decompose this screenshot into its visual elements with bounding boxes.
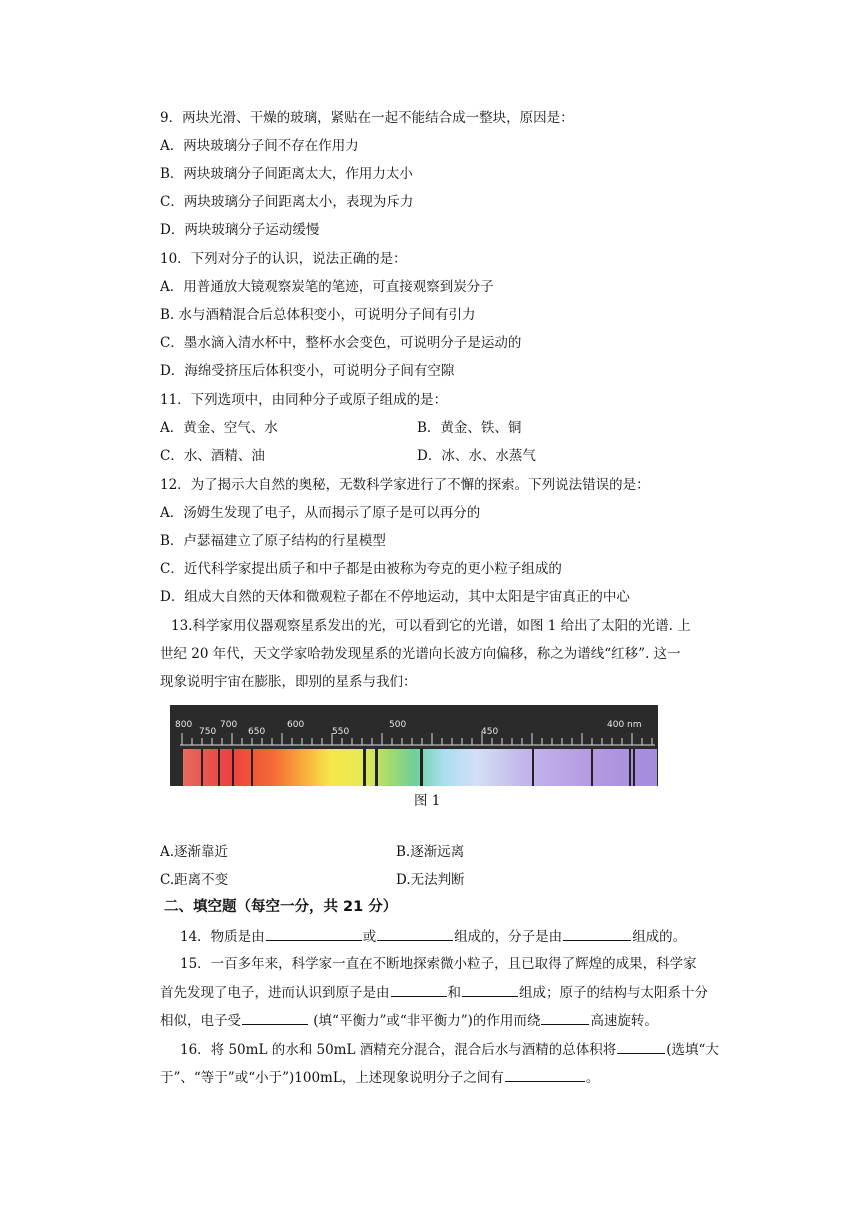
scale-label-750: 750 (199, 727, 217, 737)
q12-option-d: D．组成大自然的天体和微观粒子都在不停地运动，其中太阳是宇宙真正的中心 (160, 589, 630, 605)
q15-text-2b: 和 (447, 985, 461, 1001)
scale-label-600: 600 (287, 720, 305, 730)
q15-text-3b: (填“平衡力”或“非平衡力”)的作用而绕 (309, 1013, 541, 1029)
scale-label-650: 650 (248, 727, 266, 737)
q9-stem: 9．两块光滑、干燥的玻璃，紧贴在一起不能结合成一整块，原因是： (160, 110, 574, 126)
q10-option-b: B. 水与酒精混合后总体积变小，可说明分子间有引力 (160, 307, 476, 323)
q14-text-3: 组成的，分子是由 (454, 929, 563, 945)
q14-text-2: 或 (362, 929, 377, 945)
q15-line-3 (160, 1010, 658, 1031)
scale-label-700: 700 (220, 720, 238, 730)
q16-blank-1[interactable] (617, 1039, 665, 1054)
q13-option-a: A.逐渐靠近 (160, 844, 229, 860)
q15-line-1: 15．一百多年来，科学家一直在不断地探索微小粒子，且已取得了辉煌的成果，科学家 (180, 956, 697, 972)
q14-line (180, 926, 686, 947)
section-2-heading: 二、填空题（每空一分，共 21 分） (164, 899, 398, 915)
q11-option-c: C．水、酒精、油 (160, 448, 265, 464)
scale-label-400nm: 400 nm (607, 720, 642, 730)
q14-blank-2[interactable] (377, 926, 453, 941)
q13-option-d: D.无法判断 (396, 872, 465, 888)
q13-option-c: C.距离不变 (160, 872, 229, 888)
absorption-line (591, 749, 593, 786)
absorption-line (251, 749, 253, 786)
q14-text-1: 14．物质是由 (180, 929, 265, 945)
q16-text-1b: (选填“大 (666, 1042, 719, 1058)
q15-text-2c: 组成；原子的结构与太阳系十分 (519, 985, 708, 1001)
scale-label-800: 800 (175, 720, 193, 730)
q13-stem-line-3: 现象说明宇宙在膨胀，即别的星系与我们： (160, 674, 417, 690)
q10-option-a: A．用普通放大镜观察炭笔的笔迹，可直接观察到炭分子 (160, 279, 494, 295)
q9-option-b: B．两块玻璃分子间距离太大，作用力太小 (160, 166, 413, 182)
q13-option-b: B.逐渐远离 (396, 844, 465, 860)
absorption-line (420, 749, 423, 786)
q14-text-4: 组成的。 (632, 929, 687, 945)
q11-option-a: A．黄金、空气、水 (160, 420, 278, 436)
q16-text-1a: 16．将 50mL 的水和 50mL 酒精充分混合，混合后水与酒精的总体积将 (180, 1042, 617, 1058)
q12-stem: 12．为了揭示大自然的奥秘，无数科学家进行了不懈的探索。下列说法错误的是： (160, 477, 650, 493)
absorption-line (363, 749, 366, 786)
q10-stem: 10．下列对分子的认识，说法正确的是： (160, 251, 407, 267)
q16-text-2b: 。 (585, 1070, 600, 1086)
q10-option-d: D．海绵受挤压后体积变小，可说明分子间有空隙 (160, 363, 455, 379)
q13-stem-line-2: 世纪 20 年代，天文学家哈勃发现星系的光谱向长波方向偏移，称之为谱线“红移”. 这一 (160, 646, 681, 662)
q14-blank-3[interactable] (563, 926, 631, 941)
q16-line-2 (160, 1067, 599, 1088)
q15-blank-3[interactable] (242, 1010, 308, 1025)
scale-label-500: 500 (389, 720, 407, 730)
q15-text-2a: 首先发现了电子，进而认识到原子是由 (160, 985, 390, 1001)
solar-spectrum-figure (170, 705, 658, 786)
q16-blank-2[interactable] (505, 1067, 585, 1082)
figure-caption: 图 1 (414, 793, 441, 809)
q13-stem-line-1: 13.科学家用仪器观察星系发出的光，可以看到它的光谱，如图 1 给出了太阳的光谱. 上 (171, 618, 691, 634)
q12-option-c: C．近代科学家提出质子和中子都是由被称为夸克的更小粒子组成的 (160, 561, 562, 577)
q15-text-3a: 相似，电子受 (160, 1013, 241, 1029)
absorption-line (375, 749, 378, 786)
q16-line-1 (180, 1039, 719, 1060)
scale-label-450: 450 (481, 727, 499, 737)
q15-blank-1[interactable] (391, 982, 447, 997)
q15-blank-4[interactable] (541, 1010, 589, 1025)
q9-option-a: A．两块玻璃分子间不存在作用力 (160, 138, 359, 154)
q14-blank-1[interactable] (266, 926, 362, 941)
q15-blank-2[interactable] (462, 982, 518, 997)
absorption-line (629, 749, 631, 786)
absorption-line (218, 749, 220, 786)
q9-option-c: C．两块玻璃分子间距离太小，表现为斥力 (160, 194, 414, 210)
absorption-line (532, 749, 534, 786)
q12-option-a: A．汤姆生发现了电子，从而揭示了原子是可以再分的 (160, 505, 481, 521)
absorption-line (201, 749, 203, 786)
q15-line-2 (160, 982, 708, 1003)
q15-text-3c: 高速旋转。 (590, 1013, 658, 1029)
q12-option-b: B．卢瑟福建立了原子结构的行星模型 (160, 533, 386, 549)
q16-text-2a: 于”、“等于”或“小于”)100mL，上述现象说明分子之间有 (160, 1070, 504, 1086)
q11-stem: 11．下列选项中，由同种分子或原子组成的是： (160, 392, 448, 408)
q11-option-d: D．冰、水、水蒸气 (417, 448, 536, 464)
q10-option-c: C．墨水滴入清水杯中，整杯水会变色，可说明分子是运动的 (160, 335, 522, 351)
scale-label-550: 550 (332, 727, 350, 737)
q9-option-d: D．两块玻璃分子运动缓慢 (160, 222, 320, 238)
absorption-line (232, 749, 234, 786)
q11-option-b: B．黄金、铁、铜 (417, 420, 522, 436)
absorption-line (633, 749, 635, 786)
